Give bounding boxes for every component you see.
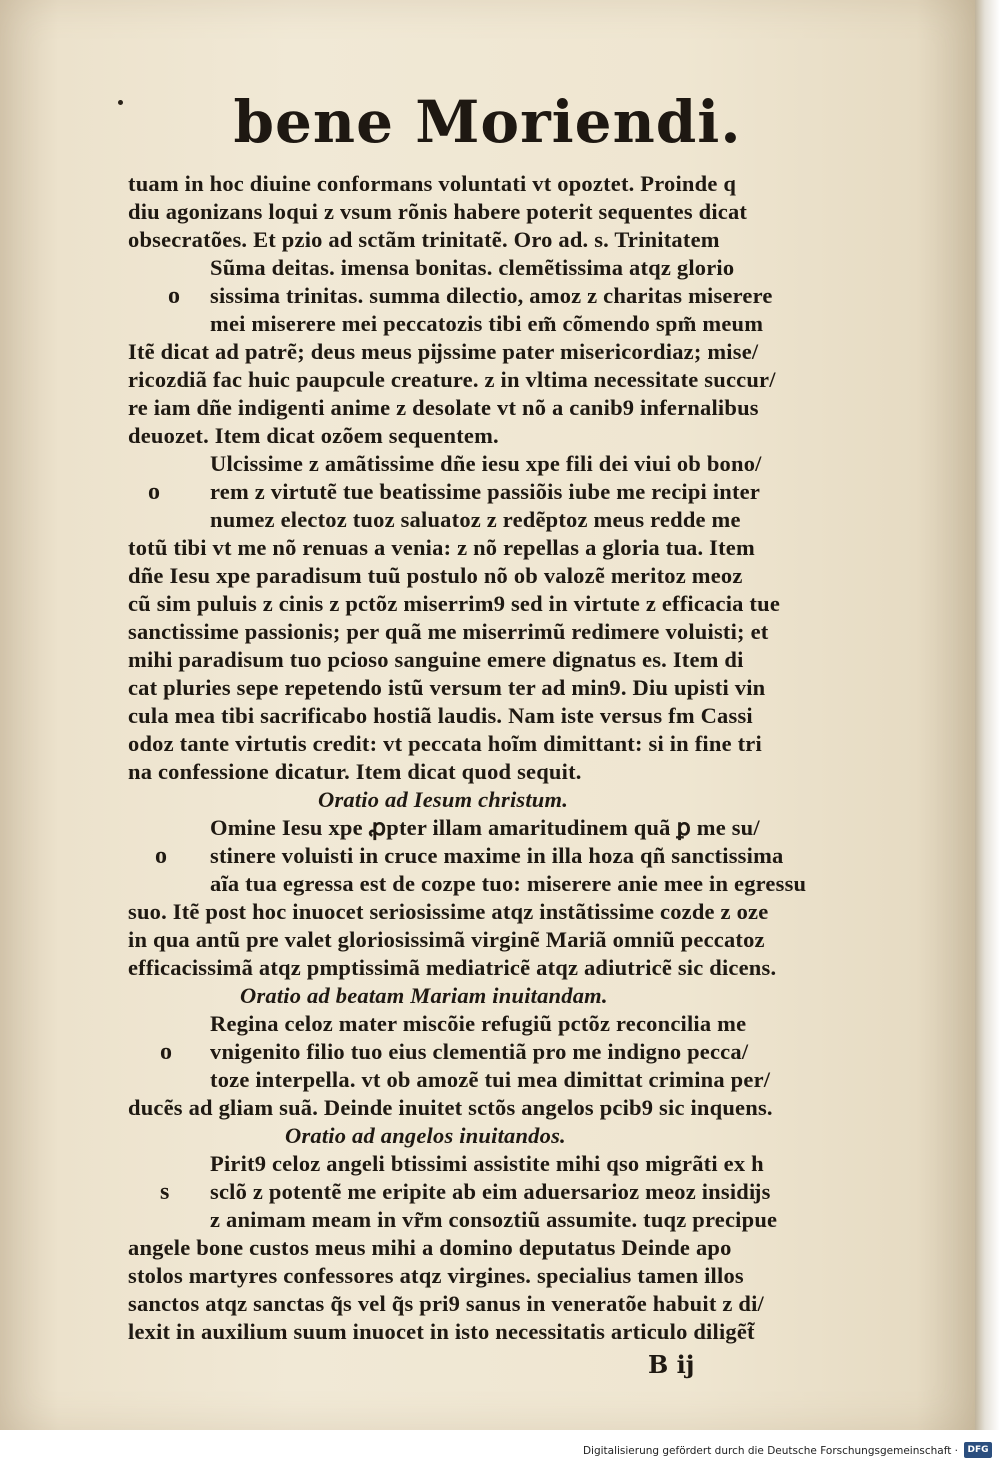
section-heading: Oratio ad beatam Mariam inuitandam. [240, 983, 608, 1008]
text-line: cũ sim puluis z cinis z pctõz miserrim9 sed in virtute z efficacia tue [128, 591, 781, 616]
funding-credit: Digitalisierung gefördert durch die Deutsche Forschungsgemeinschaft · [582, 1445, 958, 1457]
drop-initial-placeholder: o [168, 283, 180, 309]
text-line: aĩa tua egressa est de cozpe tuo: miserere anie mee in egressu [210, 871, 807, 896]
text-line: z animam meam in vr̃m consoztiũ assumite. tuqz precipue [210, 1207, 778, 1232]
text-line: re iam dñe indigenti anime z desolate vt nõ a canib9 infernalibus [128, 395, 759, 420]
text-line: obsecratões. Et pzio ad sctãm trinitatẽ. Oro ad. s. Trinitatem [128, 227, 720, 252]
text-line: sclõ z potentẽ me eripite ab eim aduersarioz meoz insidĳs [210, 1179, 771, 1204]
text-line: sanctissime passionis; per quã me miserrimũ redimere voluisti; et [128, 619, 769, 644]
text-line: Sũma deitas. imensa bonitas. clemẽtissima atqz glorio [210, 255, 735, 280]
text-line: ricozdiã fac huic paupcule creature. z in vltima necessitate succur/ [128, 367, 776, 392]
text-line: in qua antũ pre valet gloriosissimã virginẽ Mariã omniũ peccatoz [128, 927, 765, 952]
text-line: dñe Iesu xpe paradisum tuũ postulo nõ ob valozẽ meritoz meoz [128, 563, 743, 588]
drop-initial-placeholder: o [148, 479, 160, 505]
scan-edge-shadow [975, 0, 1000, 1430]
drop-initial-placeholder: o [160, 1039, 172, 1065]
text-line: sissima trinitas. summa dilectio, amoz z charitas miserere [210, 283, 773, 308]
text-line: sanctos atqz sanctas q̃s vel q̃s pri9 sanus in veneratõe habuit z di/ [128, 1291, 764, 1316]
text-line: numez electoz tuoz saluatoz z redẽptoz meus redde me [210, 507, 741, 532]
text-line: lexit in auxilium suum inuocet in isto necessitatis articulo diligẽt̃ [128, 1319, 755, 1344]
text-line: mihi paradisum tuo pcioso sanguine emere dignatus es. Item di [128, 647, 744, 672]
text-line: odoz tante virtutis credit: vt peccata hoĩm dimittant: si in fine tri [128, 731, 762, 756]
text-line: rem z virtutẽ tue beatissime passiõis iube me recipi inter [210, 479, 761, 504]
text-line: na confessione dicatur. Item dicat quod sequit. [128, 759, 582, 784]
text-line: tuam in hoc diuine conformans voluntati vt opoztet. Proinde q [128, 171, 737, 196]
text-line: stolos martyres confessores atqz virgines. specialius tamen illos [128, 1263, 744, 1288]
text-line: Pirit9 celoz angeli btissimi assistite mihi qso migrãti ex h [210, 1151, 764, 1176]
text-line: efficacissimã atqz pmptissimã mediatricẽ atqz adiutricẽ sic dicens. [128, 955, 777, 980]
text-line: Itẽ dicat ad patrẽ; deus meus pĳssime pater misericordiaz; mise/ [128, 339, 759, 364]
text-line: toze interpella. vt ob amozẽ tui mea dimittat crimina per/ [210, 1067, 771, 1092]
dfg-logo-icon: DFG [964, 1442, 992, 1458]
text-line: diu agonizans loqui z vsum rõnis habere poterit sequentes dicat [128, 199, 748, 224]
text-line: vnigenito filio tuo eius clementiã pro me indigno pecca/ [210, 1039, 749, 1064]
section-heading: Oratio ad angelos inuitandos. [285, 1123, 566, 1148]
drop-initial-placeholder: s [160, 1179, 170, 1205]
page-title: bene Moriendi. [233, 88, 742, 156]
text-line: suo. Itẽ post hoc inuocet seriosissime atqz instãtissime cozde z oze [128, 899, 769, 924]
text-line: cat pluries sepe repetendo istũ versum ter ad min9. Diu upisti vin [128, 675, 766, 700]
text-line: Ulcissime z amãtissime dñe iesu xpe fili dei viui ob bono/ [210, 451, 762, 476]
text-line: angele bone custos meus mihi a domino deputatus Deinde apo [128, 1235, 732, 1260]
text-line: mei miserere mei peccatozis tibi em̃ cõmendo spm̃ meum [210, 311, 764, 336]
section-heading: Oratio ad Iesum christum. [318, 787, 569, 812]
text-line: cula mea tibi sacrificabo hostiã laudis. Nam iste versus fm Cassi [128, 703, 753, 728]
text-line: Omine Iesu xpe ꝓpter illam amaritudinem quã ꝑ me su/ [210, 815, 760, 840]
text-line: deuozet. Item dicat ozõem sequentem. [128, 423, 499, 448]
text-line: stinere voluisti in cruce maxime in illa hoza qñ sanctissima [210, 843, 784, 868]
footer-bar [0, 1430, 1000, 1470]
text-line: ducẽs ad gliam suã. Deinde inuitet sctõs angelos pcib9 sic inquens. [128, 1095, 773, 1120]
text-line: Regina celoz mater miscõie refugiũ pctõz reconcilia me [210, 1011, 747, 1036]
signature-mark: B ij [648, 1350, 695, 1379]
text-line: totũ tibi vt me nõ renuas a venia: z nõ repellas a gloria tua. Item [128, 535, 755, 560]
drop-initial-placeholder: o [155, 843, 167, 869]
